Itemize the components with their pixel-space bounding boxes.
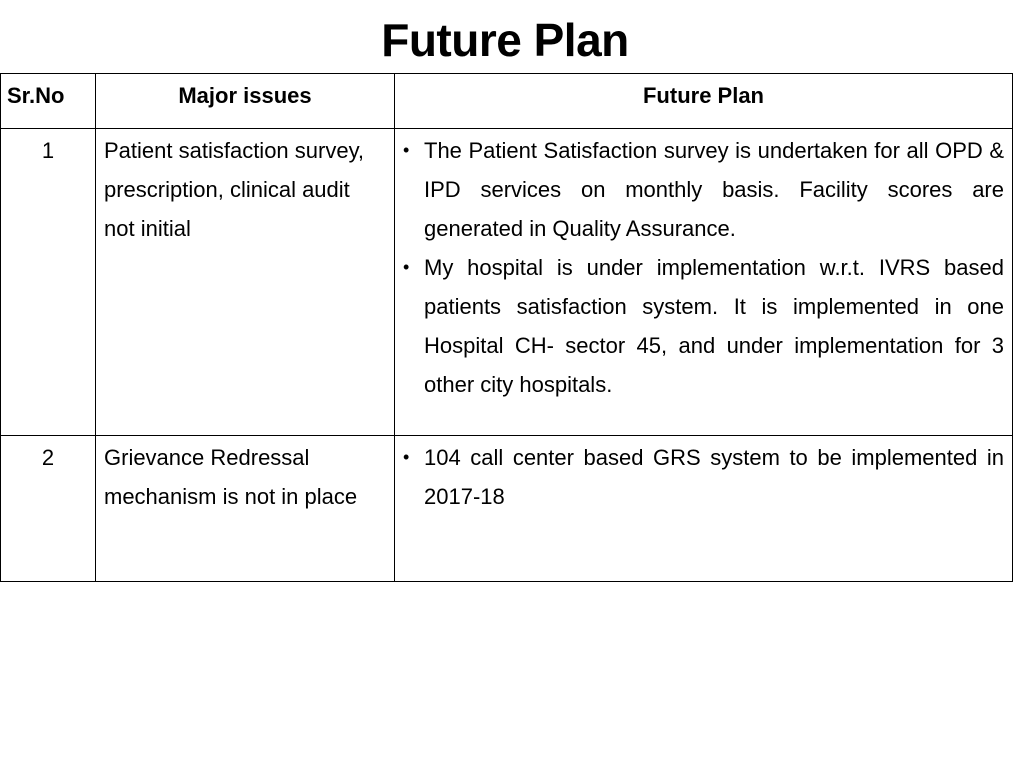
plan-item: [401, 438, 1004, 516]
plan-list: [401, 438, 1004, 516]
table-row: [1, 129, 1013, 436]
table-header-row: [1, 74, 1013, 129]
issue-cell: Grievance Redressal mechanism is not in place: [96, 436, 395, 582]
plan-item: [401, 248, 1004, 404]
future-plan-table: [0, 73, 1013, 582]
bullet-icon: •: [403, 257, 410, 277]
srno-cell: 2: [1, 436, 96, 582]
bullet-icon: •: [403, 140, 410, 160]
plan-cell: [395, 129, 1013, 436]
plan-item: [401, 131, 1004, 248]
issue-cell: Patient satisfaction survey, prescription, clinical audit not initial: [96, 129, 395, 436]
plan-item-text: The Patient Satisfaction survey is undertaken for all OPD & IPD services on monthly basis. Facility scores are generated in Quality Assurance.: [424, 138, 1004, 241]
bullet-icon: •: [403, 447, 410, 467]
slide-title: Future Plan: [381, 14, 629, 66]
header-srno: Sr.No: [1, 74, 96, 129]
srno-cell: 1: [1, 129, 96, 436]
plan-item-text: 104 call center based GRS system to be implemented in 2017-18: [424, 445, 1004, 509]
plan-cell: [395, 436, 1013, 582]
header-major-issues: Major issues: [96, 74, 395, 129]
table-row: [1, 436, 1013, 582]
plan-list: [401, 131, 1004, 404]
plan-item-text: My hospital is under implementation w.r.t. IVRS based patients satisfaction system. It is implemented in one Hospital CH- sector 45, and under implementation for 3 other city hospitals.: [424, 255, 1004, 397]
header-future-plan: Future Plan: [395, 74, 1013, 129]
